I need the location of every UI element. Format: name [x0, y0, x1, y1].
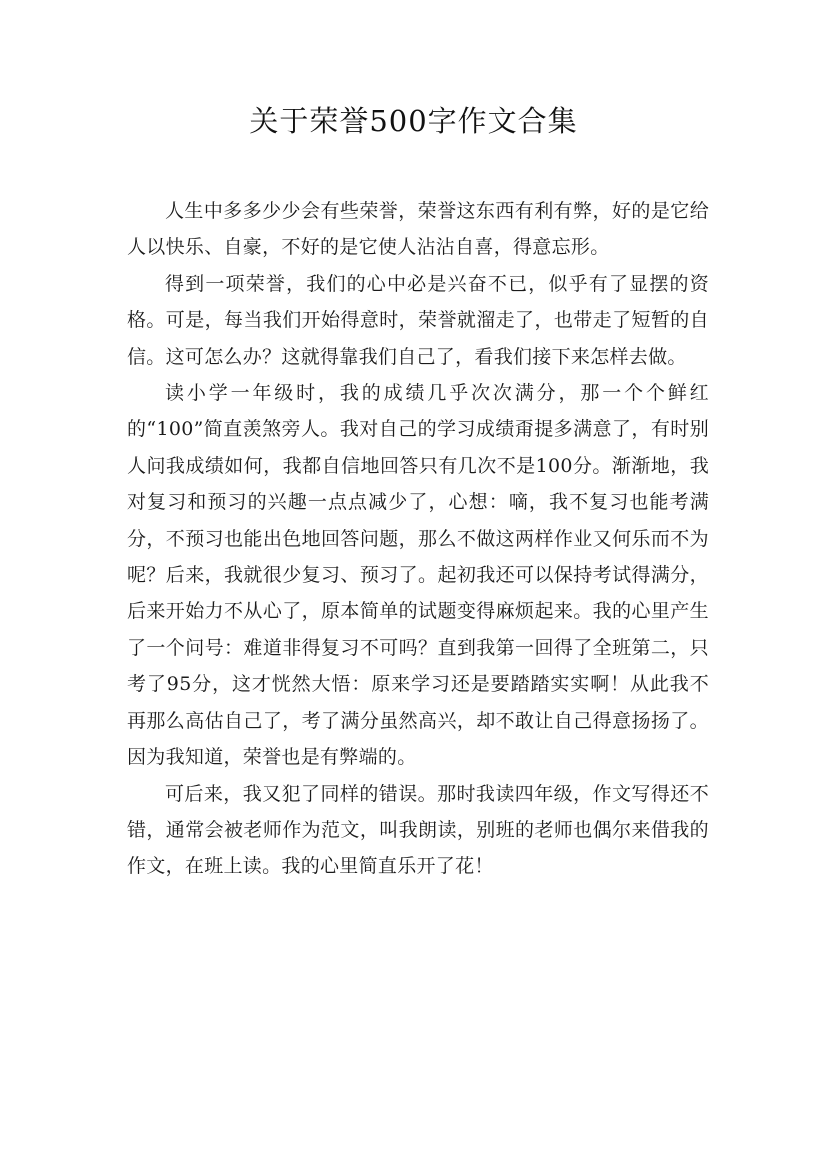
paragraph-1: 人生中多多少少会有些荣誉，荣誉这东西有利有弊，好的是它给人以快乐、自豪，不好的是它使人沾沾自喜，得意忘形。 [127, 200, 709, 259]
paragraph-2: 得到一项荣誉，我们的心中必是兴奋不已，似乎有了显摆的资格。可是，每当我们开始得意时，荣誉就溜走了，也带走了短暂的自信。这可怎么办？这就得靠我们自己了，看我们接下来怎样去做。 [127, 272, 709, 368]
paragraph-4: 可后来，我又犯了同样的错误。那时我读四年级，作文写得还不错，通常会被老师作为范文，叫我朗读，别班的老师也偶尔来借我的作文，在班上读。我的心里简直乐开了花！ [127, 782, 709, 878]
document-title: 关于荣誉500字作文合集 [249, 104, 578, 138]
paragraph-3: 读小学一年级时，我的成绩几乎次次满分，那一个个鲜红的“100”简直羡煞旁人。我对自己的学习成绩甭提多满意了，有时别人问我成绩如何，我都自信地回答只有几次不是100分。渐渐地，我对复习和预习的兴趣一点点减少了，心想：嘀，我不复习也能考满分，不预习也能出色地回答问题，那么不做这两样作业又何乐而不为呢？后来，我就很少复习、预习了。起初我还可以保持考试得满分，后来开始力不从心了，原本简单的试题变得麻烦起来。我的心里产生了一个问号：难道非得复习不可吗？直到我第一回得了全班第二，只考了95分，这才恍然大悟：原来学习还是要踏踏实实啊！从此我不再那么高估自己了，考了满分虽然高兴，却不敢让自己得意扬扬了。因为我知道，荣誉也是有弊端的。 [127, 382, 709, 769]
document-body [127, 193, 709, 885]
